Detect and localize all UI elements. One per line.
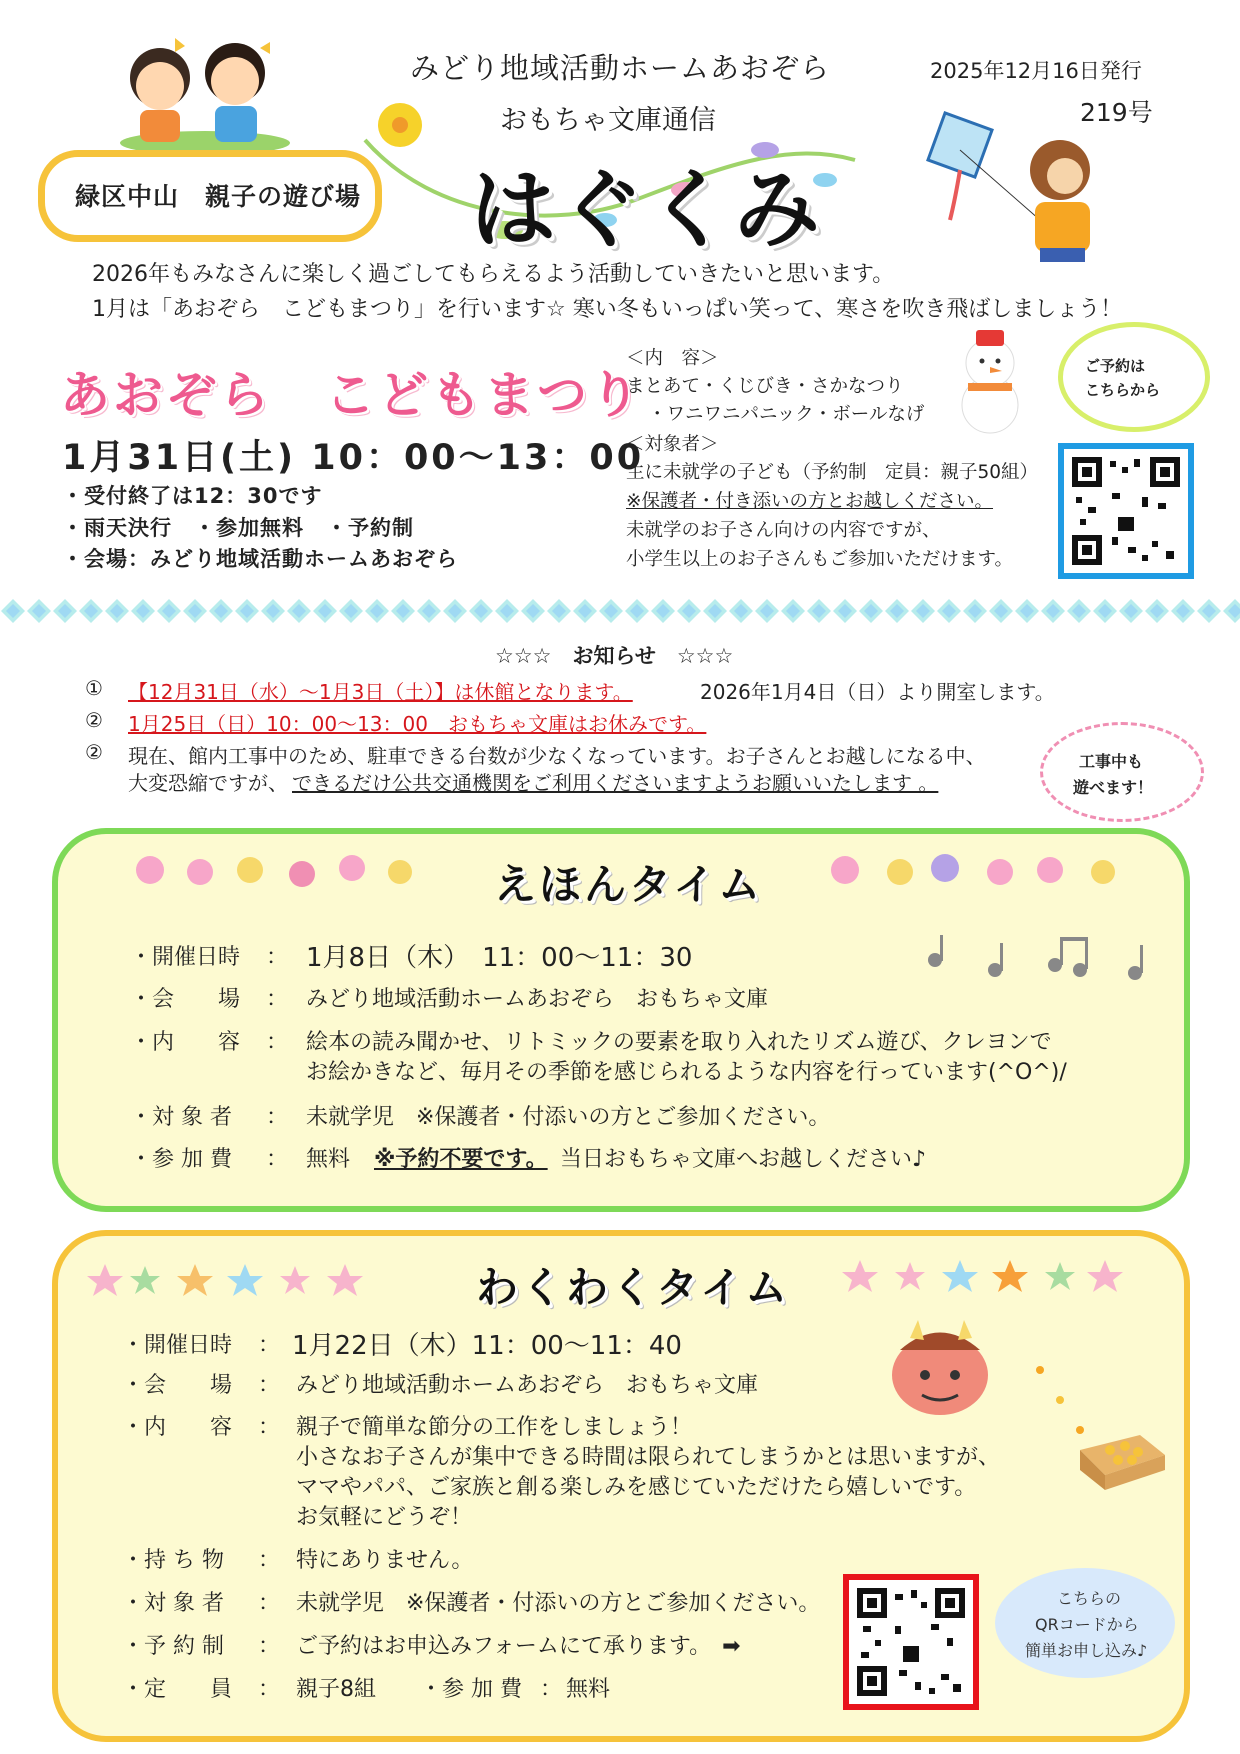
waku-colon: ： (258, 1634, 281, 1659)
waku-colon: ： (258, 1333, 281, 1358)
ehon-value-bold: ※予約不要です。 (374, 1147, 548, 1172)
waku-value: 特にありません。 (296, 1548, 474, 1573)
festival-target-line: 未就学のお子さん向けの内容ですが、 (626, 520, 941, 541)
waku-value: 1月22日（木）11：00～11：40 (292, 1331, 682, 1361)
ehon-colon: ： (266, 987, 289, 1012)
waku-value: 親子で簡単な節分の工作をしましょう！ (296, 1415, 693, 1440)
waku-label: ・対 象 者 (122, 1591, 224, 1616)
festival-bullet: ・雨天決行 ・参加無料 ・予約制 (62, 516, 414, 540)
waku-colon: ： (258, 1415, 281, 1440)
waku-qr-code[interactable] (843, 1574, 979, 1710)
festival-bullet: ・受付終了は12：30です (62, 484, 323, 508)
location-badge-label: 緑区中山 親子の遊び場 (75, 182, 362, 211)
ehon-label: ・内 容 (130, 1030, 241, 1055)
qr-note-line: こちらの (1057, 1589, 1122, 1608)
festival-content-heading: ＜内 容＞ (626, 348, 719, 369)
intro-line-2: 1月は「あおぞら こどもまつり」を行います☆ 寒い冬もいっぱい笑って、寒さを吹き飛ばしましょう！ (92, 297, 1123, 322)
org-name: みどり地域活動ホームあおぞら (410, 51, 831, 85)
reserve-bubble (1058, 322, 1210, 432)
newsletter-title: はぐくみ (470, 160, 822, 260)
flower-row-icon (825, 852, 1125, 896)
festival-content-line: まとあて・くじびき・さかなつり (626, 376, 904, 397)
waku-value: ママやパパ、ご家族と創る楽しみを感じていただけたら嬉しいです。 (296, 1475, 977, 1500)
notice-heading: ☆☆☆ お知らせ ☆☆☆ (495, 644, 734, 668)
ehon-colon: ： (266, 1147, 289, 1172)
festival-content-line: ・ワニワニパニック・ボールなげ (648, 404, 925, 425)
festival-target-heading: ＜対象者＞ (626, 434, 719, 455)
notice-red-text: 【12月31日（水）～1月3日（土）】は休館となります。 (128, 680, 633, 704)
ehon-value: 未就学児 ※保護者・付添いの方とご参加ください。 (306, 1105, 831, 1130)
star-row-icon (85, 1260, 370, 1300)
waku-value: 未就学児 ※保護者・付添いの方とご参加ください。 (296, 1591, 821, 1616)
waku-value: 親子8組 (296, 1677, 376, 1702)
festival-target-line: ※保護者・付き添いの方とお越しください。 (626, 491, 994, 512)
notice-text: 大変恐縮ですが、 (128, 771, 288, 795)
qr-note-line: 簡単お申し込み♪ (1025, 1641, 1148, 1660)
ehon-value: 1月8日（木） 11：00～11：30 (306, 943, 693, 973)
waku-label: ・定 員 (122, 1677, 233, 1702)
festival-datetime: 1月31日(土) 10：00～13：00 (62, 438, 645, 478)
festival-target-line: 主に未就学の子ども（予約制 定員：親子50組） (626, 462, 1039, 483)
ehon-colon: ： (266, 1030, 289, 1055)
notice-number: ② (85, 740, 103, 764)
ehon-label: ・会 場 (130, 987, 241, 1012)
waku-label: ・持 ち 物 (122, 1548, 224, 1573)
construction-cloud-line: 工事中も (1079, 752, 1144, 771)
diamond-border (0, 598, 1240, 624)
waku-label: ・参 加 費 (420, 1677, 522, 1702)
qr-code-icon (857, 1588, 965, 1696)
reserve-bubble-line: ご予約は (1085, 357, 1146, 375)
waku-value: ご予約はお申込みフォームにて承ります。 ➡ (296, 1634, 741, 1659)
notice-number: ② (85, 708, 103, 732)
waku-value: 小さなお子さんが集中できる時間は限られてしまうかとは思いますが、 (296, 1445, 1001, 1470)
construction-cloud (1040, 722, 1204, 822)
children-illustration (115, 18, 295, 153)
qr-note-line: QRコードから (1035, 1615, 1139, 1634)
waku-label: ・会 場 (122, 1373, 233, 1398)
star-row-icon (840, 1256, 1125, 1296)
oni-illustration (880, 1320, 1000, 1420)
notice-number: ① (85, 676, 103, 700)
waku-value: みどり地域活動ホームあおぞら おもちゃ文庫 (296, 1373, 759, 1398)
waku-colon: ： (258, 1677, 281, 1702)
newsletter-subtitle: おもちゃ文庫通信 (500, 105, 716, 136)
reserve-bubble-line: こちらから (1085, 381, 1161, 399)
waku-colon: ： (258, 1373, 281, 1398)
festival-bullet: ・会場：みどり地域活動ホームあおぞら (62, 547, 458, 571)
waku-label: ・予 約 制 (122, 1634, 224, 1659)
ehon-value: お絵かきなど、毎月その季節を感じられるような内容を行っています(^O^)/ (306, 1060, 1067, 1085)
waku-colon: ： (258, 1548, 281, 1573)
waku-colon: ： (258, 1591, 281, 1616)
location-badge (38, 150, 382, 242)
waku-time-title: わくわくタイム (476, 1263, 791, 1312)
notice-text: 現在、館内工事中のため、駐車できる台数が少なくなっています。お子さんとお越しになる中、 (128, 744, 986, 768)
issue-date: 2025年12月16日発行 (930, 59, 1142, 83)
ehon-time-title: えほんタイム (494, 860, 764, 909)
snowman-illustration (930, 325, 1050, 435)
ehon-label: ・対 象 者 (130, 1105, 232, 1130)
monkey-kite-illustration (920, 110, 1120, 270)
qr-note-cloud (995, 1568, 1175, 1678)
notice-text-underlined: できるだけ公共交通機関をご利用くださいますようお願いいたします 。 (292, 771, 939, 795)
waku-value: 無料 (566, 1677, 611, 1702)
intro-line-1: 2026年もみなさんに楽しく過ごしてもらえるよう活動していきたいと思います。 (92, 262, 895, 287)
waku-label: ・内 容 (122, 1415, 233, 1440)
notice-red-text: 1月25日（日）10：00～13：00 おもちゃ文庫はお休みです。 (128, 712, 707, 736)
festival-qr-code[interactable] (1058, 443, 1194, 579)
music-notes-icon (905, 925, 1175, 995)
ehon-value: 当日おもちゃ文庫へお越しください♪ (560, 1147, 927, 1172)
qr-code-icon (1072, 457, 1180, 565)
waku-value: お気軽にどうぞ！ (296, 1505, 473, 1530)
festival-title: あおぞら こどもまつり (60, 366, 643, 424)
ehon-value: みどり地域活動ホームあおぞら おもちゃ文庫 (306, 987, 769, 1012)
ehon-value: 絵本の読み聞かせ、リトミックの要素を取り入れたリズム遊び、クレヨンで (306, 1030, 1052, 1055)
festival-target-line: 小学生以上のお子さんもご参加いただけます。 (626, 549, 1014, 570)
flower-row-icon (130, 852, 420, 896)
ehon-colon: ： (266, 945, 289, 970)
notice-text: 2026年1月4日（日）より開室します。 (700, 680, 1055, 704)
ehon-value: 無料 (306, 1147, 351, 1172)
issue-number: 219号 (1080, 98, 1153, 127)
waku-colon: ： (540, 1677, 563, 1702)
ehon-label: ・参 加 費 (130, 1147, 232, 1172)
waku-label: ・開催日時 (122, 1333, 233, 1358)
bean-box-illustration (1030, 1360, 1170, 1490)
ehon-label: ・開催日時 (130, 945, 241, 970)
construction-cloud-line: 遊べます！ (1073, 778, 1154, 797)
ehon-colon: ： (266, 1105, 289, 1130)
